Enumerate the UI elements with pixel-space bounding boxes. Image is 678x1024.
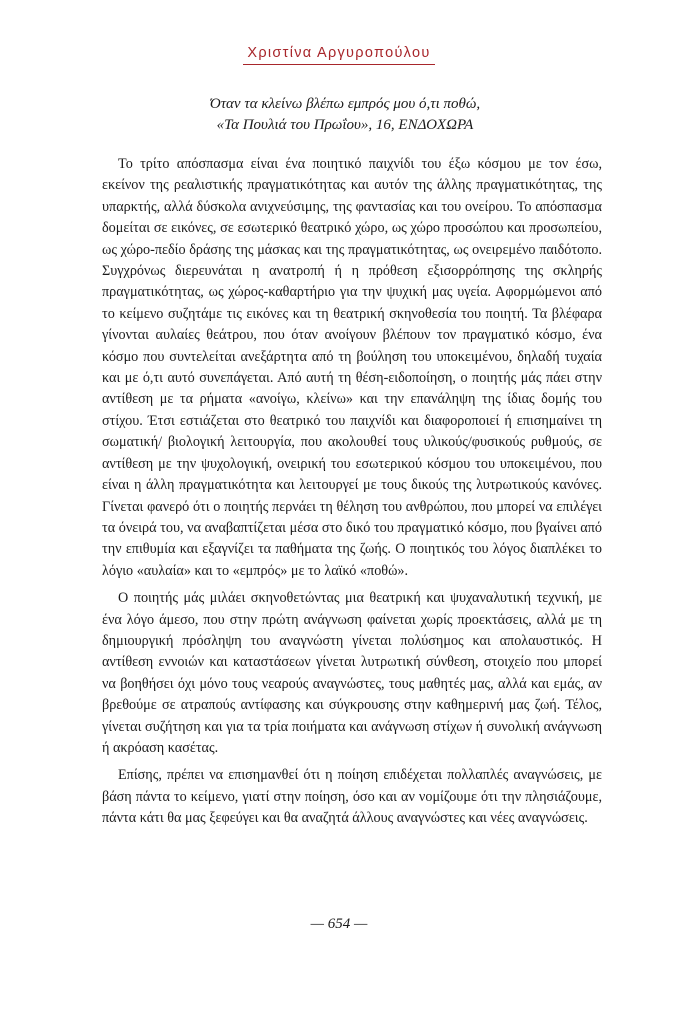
author-name: Χριστίνα Αργυροπούλου: [243, 45, 434, 65]
paragraph: Επίσης, πρέπει να επισημανθεί ότι η ποίηση επιδέχεται πολλαπλές αναγνώσεις, με βάση πάντα το κείμενο, γιατί στην ποίηση, όσο και αν νομίζουμε ότι την πλησιάζουμε, πάντα κάτι θα μας ξεφεύγει και θα αναζητά άλλους αναγνώστες και νέες αναγνώσεις.: [102, 767, 602, 827]
paragraph: Ο ποιητής μάς μιλάει σκηνοθετώντας μια θεατρική και ψυχαναλυτική τεχνική, με ένα λόγο άμεσο, που στην πρώτη ανάγνωση φαίνεται χωρίς προεκτάσεις, αλλά με τη δημιουργική πρόσληψη του αναγνώστη γίνεται πολύσημος και απολαυστικός. Η αντίθεση εννοιών και καταστάσεων γίνεται λυτρωτική σύνθεση, στοιχείο που μπορεί να βοηθήσει όχι μόνο τους νεαρούς αναγνώστες, τους μαθητές μας, αλλά και εμάς, αν βρεθούμε σε ατραπούς αντίφασης και σύγκρουσης στην καθημερινή μας ζωή. Τέλος, γίνεται συζήτηση και για τα τρία ποιήματα και ανάγνωση στίχων ή συνολική ανάγνωση ή ακρόαση κασέτας.: [102, 590, 602, 756]
body-text: [102, 154, 602, 836]
epigraph-quote: Όταν τα κλείνω βλέπω εμπρός μου ό,τι ποθώ,: [209, 96, 481, 112]
page-number: — 654 —: [310, 916, 368, 932]
paragraph: Το τρίτο απόσπασμα είναι ένα ποιητικό παιχνίδι του έξω κόσμου με τον έσω, εκείνον της ρεαλιστικής πραγματικότητας και αυτόν της άλλης πραγματικότητας, της υπαρκτής, αλλά δύσκολα ανιχνεύσιμης, της φαντασίας και του ονείρου. Το απόσπασμα δομείται σε εικόνες, σε εσωτερικό θεατρικό χώρο, ως χώρο προσώπου και προσωπείου, ως χώρο-πεδίο δράσης της μάσκας και της πραγματικότητας, ως ονειρεμένο παιδότοπο. Συγχρόνως διερευνάται η ανατροπή ή η πρόθεση εξισορρόπησης της σκληρής πραγματικότητας, ως χώρος-καθαρτήριο για την ψυχική μας υγεία. Αφορμώμενοι από το κείμενο συζητάμε τις εικόνες και τη θεατρική σκηνοθεσία του ποιητή. Τα βλέφαρα γίνονται αυλαίες θεάτρου, που όταν ανοίγουν βλέπουν τον πραγματικό κόσμο, ένα κόσμο που συντελείται ανεξάρτητα από τη βούληση του υποκειμένου, δηλαδή τυχαία και με ό,τι αυτό συνεπάγεται. Από αυτή τη θέση-ειδοποίηση, ο ποιητής μάς πάει στην αντίθεση με τα ρήματα «ανοίγω, κλείνω» και την επανάληψη της ίδιας δομής του στίχου. Έτσι εστιάζεται στο θεατρικό του παιχνίδι και διαφοροποιεί ή επισημαίνει τη σωματική/ βιολογική λειτουργία, που ακολουθεί τους υλικούς/φυσικούς ρυθμούς, σε αντίθεση με την ψυχολογική, ονειρική του εσωτερικού κόσμου του υποκειμένου, που είναι η άλλη πραγματικότητα και λειτουργεί με τους δικούς της λυτρωτικούς κανόνες. Γίνεται φανερό ότι ο ποιητής περνάει τη θέληση του ανθρώπου, που μπορεί να επιλέγει τα όνειρά του, να αναβαπτίζεται μέσα στο δικό του πραγματικό κόσμο, που βγαίνει από την επιθυμία και εξαγνίζει τα παθήματα της ζωής. Ο ποιητικός του λόγος διαπλέκει το λόγιο «αυλαία» και το «εμπρός» με το λαϊκό «ποθώ».: [102, 156, 602, 579]
epigraph: [150, 94, 540, 136]
running-header: [0, 44, 678, 65]
epigraph-source: «Τα Πουλιά του Πρωΐου», 16, ΕΝΔΟΧΩΡΑ: [216, 117, 474, 133]
